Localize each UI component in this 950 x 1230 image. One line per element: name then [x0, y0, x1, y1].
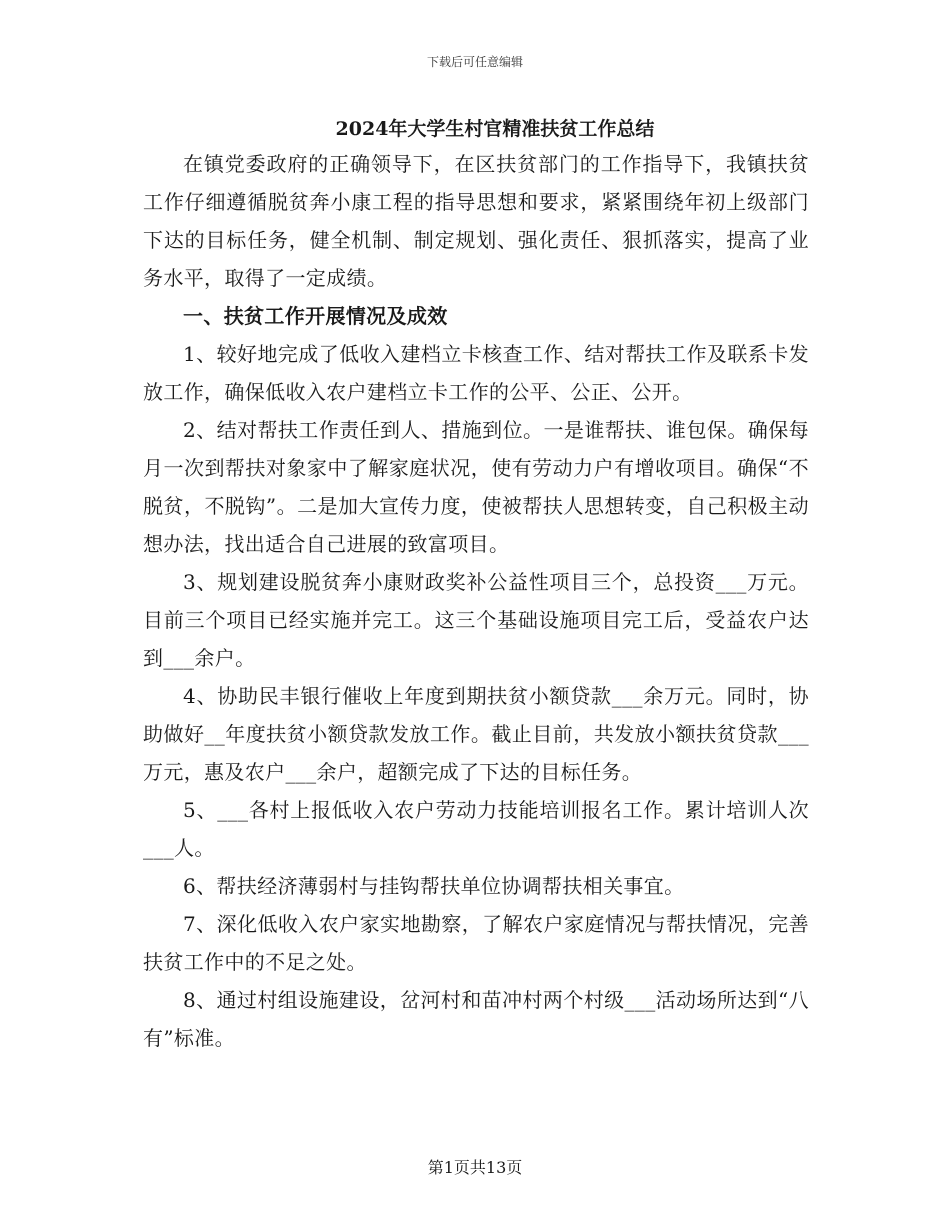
header-note: 下载后可任意编辑 [426, 55, 523, 69]
document-title: 2024年大学生村官精准扶贫工作总结 [335, 118, 655, 140]
item-paragraph-8: 8、通过村组设施建设，岔河村和苗冲村两个村级___活动场所达到“八有”标准。 [143, 988, 809, 1050]
item-paragraph-7: 7、深化低收入农户家实地勘察，了解农户家庭情况与帮扶情况，完善扶贫工作中的不足之处。 [143, 912, 809, 974]
item-paragraph-5: 5、___各村上报低收入农户劳动力技能培训报名工作。累计培训人次___人。 [143, 798, 809, 860]
item-paragraph-1: 1、较好地完成了低收入建档立卡核查工作、结对帮扶工作及联系卡发放工作，确保低收入农户建档立卡工作的公平、公正、公开。 [143, 342, 809, 404]
document-body [143, 145, 809, 1057]
item-paragraph-2: 2、结对帮扶工作责任到人、措施到位。一是谁帮扶、谁包保。确保每月一次到帮扶对象家中了解家庭状况，使有劳动力户有增收项目。确保“不脱贫，不脱钩”。二是加大宣传力度，使被帮扶人思想转变，自己积极主动想办法，找出适合自己进展的致富项目。 [143, 418, 809, 556]
item-paragraph-6: 6、帮扶经济薄弱村与挂钩帮扶单位协调帮扶相关事宜。 [183, 874, 685, 898]
intro-paragraph: 在镇党委政府的正确领导下，在区扶贫部门的工作指导下，我镇扶贫工作仔细遵循脱贫奔小康工程的指导思想和要求，紧紧围绕年初上级部门下达的目标任务，健全机制、制定规划、强化责任、狠抓落实，提高了业务水平，取得了一定成绩。 [143, 152, 809, 290]
item-paragraph-3: 3、规划建设脱贫奔小康财政奖补公益性项目三个，总投资___万元。目前三个项目已经实施并完工。这三个基础设施项目完工后，受益农户达到___余户。 [143, 570, 809, 670]
section-heading: 一、扶贫工作开展情况及成效 [183, 304, 448, 328]
page-number: 第1页共13页 [427, 1158, 523, 1177]
item-paragraph-4: 4、协助民丰银行催收上年度到期扶贫小额贷款___余万元。同时，协助做好__年度扶贫小额贷款发放工作。截止目前，共发放小额扶贫贷款___万元，惠及农户___余户，超额完成了下达的目标任务。 [143, 684, 809, 784]
